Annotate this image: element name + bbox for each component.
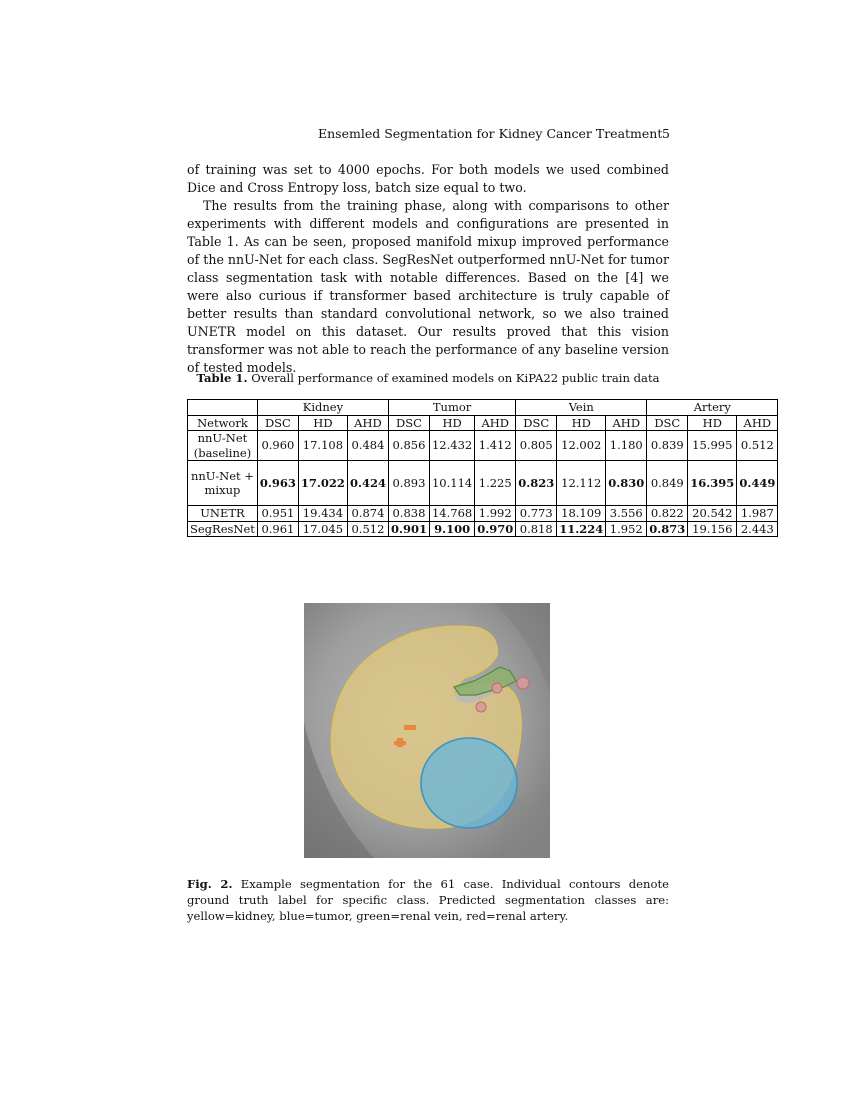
metric-header: HD [429, 415, 474, 431]
metric-header: AHD [737, 415, 778, 431]
artery-fragment [404, 725, 416, 730]
metric-cell: 9.100 [429, 521, 474, 537]
figure-caption-label: Fig. 2. [187, 877, 233, 891]
page-header [318, 126, 670, 144]
network-name-cell: SegResNet [188, 521, 258, 537]
metric-cell: 10.114 [429, 461, 474, 506]
network-header: Network [188, 415, 258, 431]
body-text [187, 161, 669, 377]
metric-cell: 2.443 [737, 521, 778, 537]
table-body [188, 431, 778, 537]
artery-segmentation [476, 702, 486, 712]
metric-cell: 1.225 [475, 461, 516, 506]
network-name-cell: nnU-Net (baseline) [188, 431, 258, 461]
metric-cell: 0.773 [516, 506, 557, 522]
ct-scan-image [304, 603, 550, 858]
figure-caption [187, 876, 669, 924]
metric-cell: 0.823 [516, 461, 557, 506]
metric-cell: 17.045 [298, 521, 347, 537]
metric-cell: 1.992 [475, 506, 516, 522]
group-header-kidney: Kidney [257, 400, 388, 416]
results-table [187, 399, 778, 537]
network-name-cell: nnU-Net + mixup [188, 461, 258, 506]
artery-segmentation [517, 677, 529, 689]
metric-cell: 0.822 [647, 506, 688, 522]
metric-cell: 0.849 [647, 461, 688, 506]
metric-cell: 0.893 [388, 461, 429, 506]
table-row [188, 521, 778, 537]
group-header-vein: Vein [516, 400, 647, 416]
metric-cell: 0.830 [606, 461, 647, 506]
table-corner-cell [188, 400, 258, 416]
artery-segmentation [492, 683, 502, 693]
metric-cell: 0.873 [647, 521, 688, 537]
metric-cell: 0.961 [257, 521, 298, 537]
metric-cell: 0.818 [516, 521, 557, 537]
metric-cell: 20.542 [688, 506, 737, 522]
metric-header: HD [688, 415, 737, 431]
metric-cell: 19.156 [688, 521, 737, 537]
table-row [188, 431, 778, 461]
metric-cell: 0.805 [516, 431, 557, 461]
metric-cell: 0.874 [347, 506, 388, 522]
table-caption-text: Overall performance of examined models on KiPA22 public train data [251, 371, 660, 385]
metric-cell: 0.856 [388, 431, 429, 461]
metric-cell: 0.512 [347, 521, 388, 537]
metric-cell: 1.987 [737, 506, 778, 522]
metric-header: AHD [347, 415, 388, 431]
paragraph-2: The results from the training phase, along with comparisons to other experiments with different models and configurations are presented in Table 1. As can be seen, proposed manifold mixup improved performance of the nnU-Net for each class. SegResNet outperformed nnU-Net for tumor class segmentation task with notable differences. Based on the [4] we were also curious if transformer based architecture is truly capable of better results than standard convolutional network, so we also trained UNETR model on this dataset. Our results proved that this vision transformer was not able to reach the performance of any baseline version of tested models. [187, 198, 669, 375]
metric-header: DSC [516, 415, 557, 431]
metric-cell: 1.952 [606, 521, 647, 537]
artery-fragment [394, 741, 406, 745]
metric-cell: 1.412 [475, 431, 516, 461]
metric-cell: 0.838 [388, 506, 429, 522]
metric-header: HD [298, 415, 347, 431]
group-header-tumor: Tumor [388, 400, 515, 416]
figure-caption-text: Example segmentation for the 61 case. Individual contours denote ground truth label for specific class. Predicted segmentation classes are: yellow=kidney, blue=tumor, green=renal vein, red=renal artery. [187, 877, 670, 923]
table-caption-label: Table 1. [196, 371, 248, 385]
metric-cell: 1.180 [606, 431, 647, 461]
metric-cell: 0.484 [347, 431, 388, 461]
table-caption [187, 371, 669, 385]
metric-cell: 0.960 [257, 431, 298, 461]
page-number: 5 [662, 126, 670, 141]
metric-cell: 0.970 [475, 521, 516, 537]
metric-cell: 11.224 [557, 521, 606, 537]
group-header-artery: Artery [647, 400, 778, 416]
metric-cell: 0.839 [647, 431, 688, 461]
metric-cell: 0.901 [388, 521, 429, 537]
table-metric-header [188, 415, 778, 431]
running-title: Ensemled Segmentation for Kidney Cancer Treatment [318, 126, 663, 141]
metric-header: DSC [257, 415, 298, 431]
table-row [188, 506, 778, 522]
metric-cell: 0.424 [347, 461, 388, 506]
metric-cell: 0.512 [737, 431, 778, 461]
metric-cell: 16.395 [688, 461, 737, 506]
tumor-segmentation [421, 738, 517, 828]
metric-cell: 19.434 [298, 506, 347, 522]
metric-cell: 18.109 [557, 506, 606, 522]
metric-cell: 17.022 [298, 461, 347, 506]
network-name-cell: UNETR [188, 506, 258, 522]
metric-cell: 0.951 [257, 506, 298, 522]
metric-cell: 12.432 [429, 431, 474, 461]
table-row [188, 461, 778, 506]
metric-cell: 14.768 [429, 506, 474, 522]
metric-cell: 0.963 [257, 461, 298, 506]
metric-header: DSC [388, 415, 429, 431]
metric-cell: 12.112 [557, 461, 606, 506]
metric-header: AHD [606, 415, 647, 431]
table-group-header [188, 400, 778, 416]
paragraph-1: of training was set to 4000 epochs. For both models we used combined Dice and Cross Entropy loss, batch size equal to two. [187, 162, 669, 195]
metric-cell: 0.449 [737, 461, 778, 506]
metric-header: HD [557, 415, 606, 431]
metric-header: AHD [475, 415, 516, 431]
metric-cell: 3.556 [606, 506, 647, 522]
segmentation-figure [304, 603, 550, 858]
metric-header: DSC [647, 415, 688, 431]
metric-cell: 15.995 [688, 431, 737, 461]
metric-cell: 17.108 [298, 431, 347, 461]
metric-cell: 12.002 [557, 431, 606, 461]
